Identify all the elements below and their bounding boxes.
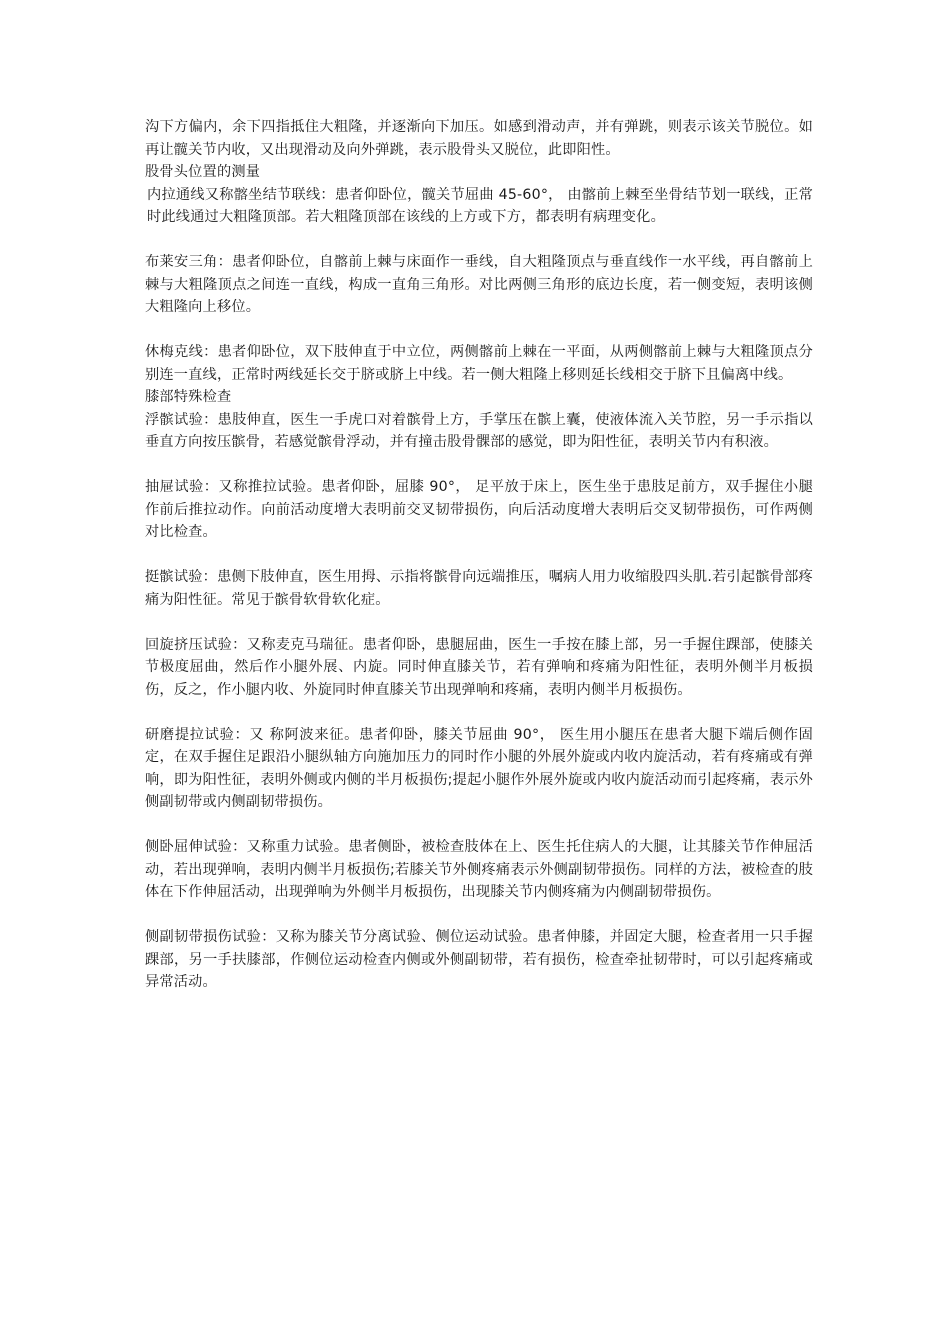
paragraph-gap — [145, 814, 813, 837]
paragraph-gap — [145, 454, 813, 477]
paragraph-gap — [145, 904, 813, 927]
section-heading-knee-exam: 膝部特殊检查 — [145, 389, 232, 405]
paragraph-floating-patella-test: 浮髌试验：患肢伸直，医生一手虎口对着髌骨上方，手掌压在髌上囊，使液体流入关节腔，另一手示指以垂直方向按压髌骨，若感觉髌骨浮动，并有撞击股骨髁部的感觉，即为阳性征，表明关节内有积液。 — [145, 411, 813, 450]
document-page — [145, 116, 813, 994]
paragraph-gap — [145, 701, 813, 724]
paragraph-hip-dislocation-test: 沟下方偏内，余下四指抵住大粗隆，并逐渐向下加压。如感到滑动声，并有弹跳，则表示该关节脱位。如再让髋关节内收，又出现滑动及向外弹跳，表示股骨头又脱位，此即阳性。 — [145, 119, 813, 158]
paragraph-gap — [145, 229, 813, 252]
paragraph-drawer-test: 抽屉试验：又称推拉试验。患者仰卧，屈膝 90°， 足平放于床上，医生坐于患肢足前方，双手握住小腿作前后推拉动作。向前活动度增大表明前交叉韧带损伤，向后活动度增大表明后交叉韧带损伤，可作两侧对比检查。 — [145, 479, 813, 540]
paragraph-bryant-triangle: 布莱安三角：患者仰卧位，自髂前上棘与床面作一垂线，自大粗隆顶点与垂直线作一水平线，再自髂前上棘与大粗隆顶点之间连一直线，构成一直角三角形。对比两侧三角形的底边长度，若一侧变短，表明该侧大粗隆向上移位。 — [145, 254, 813, 315]
paragraph-nelaton-line: 内拉通线又称髂坐结节联线：患者仰卧位，髋关节屈曲 45-60°， 由髂前上棘至坐骨结节划一联线，正常时此线通过大粗隆顶部。若大粗隆顶部在该线的上方或下方，都表明有病理变化。 — [147, 186, 813, 225]
paragraph-gap — [145, 544, 813, 567]
paragraph-gap — [145, 319, 813, 342]
paragraph-mcmurray-test: 回旋挤压试验：又称麦克马瑞征。患者仰卧，患腿屈曲，医生一手按在膝上部，另一手握住踝部，使膝关节极度屈曲，然后作小腿外展、内旋。同时伸直膝关节，若有弹响和疼痛为阳性征，表明外侧半月板损伤，反之，作小腿内收、外旋同时伸直膝关节出现弹响和疼痛，表明内侧半月板损伤。 — [145, 636, 813, 698]
paragraph-schoemaker-line: 休梅克线：患者仰卧位，双下肢伸直于中立位，两侧髂前上棘在一平面，从两侧髂前上棘与大粗隆顶点分别连一直线，正常时两线延长交于脐或脐上中线。若一侧大粗隆上移则延长线相交于脐下且偏离中线。 — [145, 344, 813, 383]
paragraph-gap — [145, 611, 813, 634]
paragraph-collateral-ligament-test: 侧副韧带损伤试验：又称为膝关节分离试验、侧位运动试验。患者伸膝，并固定大腿，检查者用一只手握踝部，另一手扶膝部，作侧位运动检查内侧或外侧副韧带，若有损伤，检查牵扯韧带时，可以引起疼痛或异常活动。 — [145, 929, 813, 990]
paragraph-patella-grind-test: 挺髌试验：患侧下肢伸直，医生用拇、示指将髌骨向远端推压，嘱病人用力收缩股四头肌.若引起髌骨部疼痛为阳性征。常见于髌骨软骨软化症。 — [145, 569, 813, 608]
paragraph-gravity-test: 侧卧屈伸试验：又称重力试验。患者侧卧，被检查肢体在上、医生托住病人的大腿，让其膝关节作伸屈活动，若出现弹响，表明内侧半月板损伤;若膝关节外侧疼痛表示外侧副韧带损伤。同样的方法，被检查的肢体在下作伸屈活动，出现弹响为外侧半月板损伤，出现膝关节内侧疼痛为内侧副韧带损伤。 — [145, 839, 813, 900]
paragraph-apley-test: 研磨提拉试验：又 称阿波来征。患者仰卧，膝关节屈曲 90°， 医生用小腿压在患者大腿下端后侧作固定，在双手握住足跟沿小腿纵轴方向施加压力的同时作小腿的外展外旋或内收内旋活动，若有疼痛或有弹响，即为阳性征，表明外侧或内侧的半月板损伤;提起小腿作外展外旋或内收内旋活动而引起疼痛，表示外侧副韧带或内侧副韧带损伤。 — [145, 726, 813, 810]
section-heading-femoral-head: 股骨头位置的测量 — [145, 164, 261, 180]
